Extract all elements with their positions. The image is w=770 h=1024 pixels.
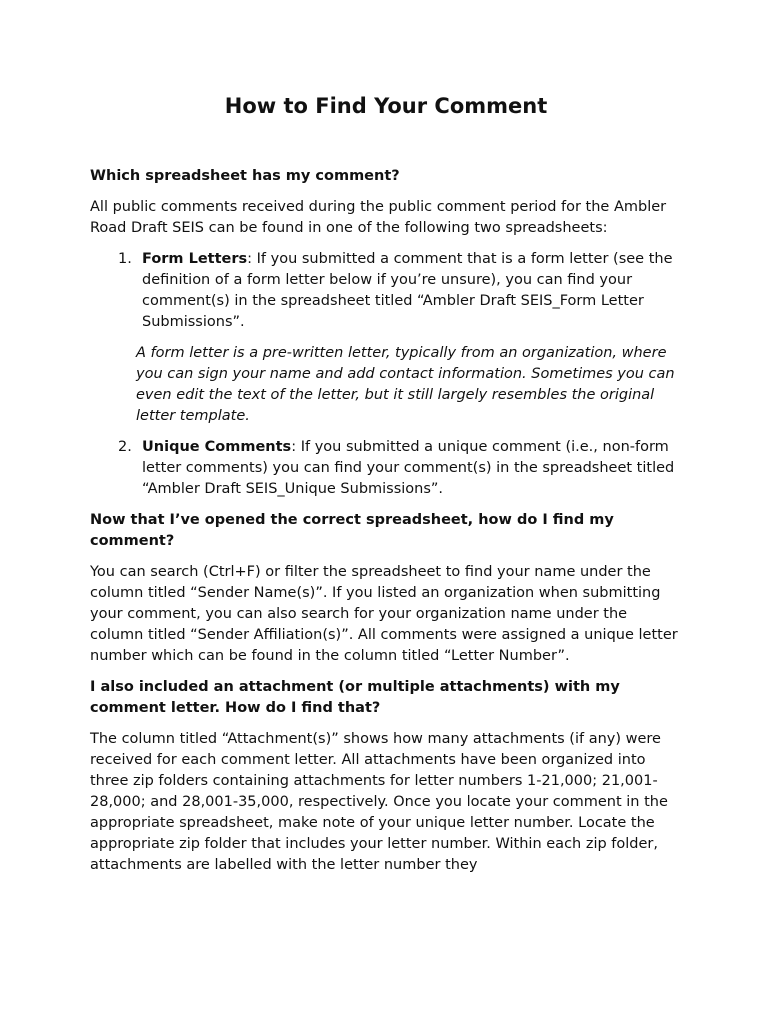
attachments-paragraph: The column titled “Attachment(s)” shows how many attachments (if any) were received for each comment letter. All attachments have been organized into three zip folders containing attachments for letter numbers 1-21,000; 21,001-28,000; and 28,001-35,000, respectively. Once you locate your comment in the appropriate spreadsheet, make note of your unique letter number. Locate the appropriate zip folder that includes your letter number. Within each zip folder, attachments are labelled with the letter number they bbox=[90, 731, 668, 873]
list-item-text: : If you submitted a unique comment (i.e., non-form letter comments) you can find your comment(s) in the spreadsheet titled “Ambler Draft SEIS_Unique Submissions”. bbox=[142, 439, 675, 497]
list-item-unique-comments bbox=[90, 437, 682, 500]
list-item-label: Unique Comments bbox=[142, 439, 292, 455]
list-number: 1. bbox=[118, 251, 132, 267]
list-item-form-letters bbox=[90, 249, 682, 333]
section-heading-spreadsheet: Which spreadsheet has my comment? bbox=[90, 168, 400, 184]
list-number: 2. bbox=[118, 439, 132, 455]
form-letter-definition: A form letter is a pre-written letter, typically from an organization, where you can sign your name and add contact information. Sometimes you can even edit the text of the letter, but it still largely resembles the original letter template. bbox=[136, 345, 675, 424]
page-title: How to Find Your Comment bbox=[224, 94, 548, 118]
section-intro-paragraph: All public comments received during the public comment period for the Ambler Road Draft SEIS can be found in one of the following two spreadsheets: bbox=[90, 199, 667, 236]
list-item-text: : If you submitted a comment that is a form letter (see the definition of a form letter below if you’re unsure), you can find your comment(s) in the spreadsheet titled “Ambler Draft SEIS_Form Letter Submissions”. bbox=[142, 251, 673, 330]
find-comment-paragraph: You can search (Ctrl+F) or filter the spreadsheet to find your name under the column titled “Sender Name(s)”. If you listed an organization when submitting your comment, you can also search for your organization name under the column titled “Sender Affiliation(s)”. All comments were assigned a unique letter number which can be found in the column titled “Letter Number”. bbox=[90, 564, 678, 664]
spreadsheet-list bbox=[90, 249, 682, 500]
section-heading-find-comment: Now that I’ve opened the correct spreadsheet, how do I find my comment? bbox=[90, 512, 614, 549]
list-item-label: Form Letters bbox=[142, 251, 248, 267]
section-heading-attachments: I also included an attachment (or multiple attachments) with my comment letter. How do I find that? bbox=[90, 679, 620, 716]
